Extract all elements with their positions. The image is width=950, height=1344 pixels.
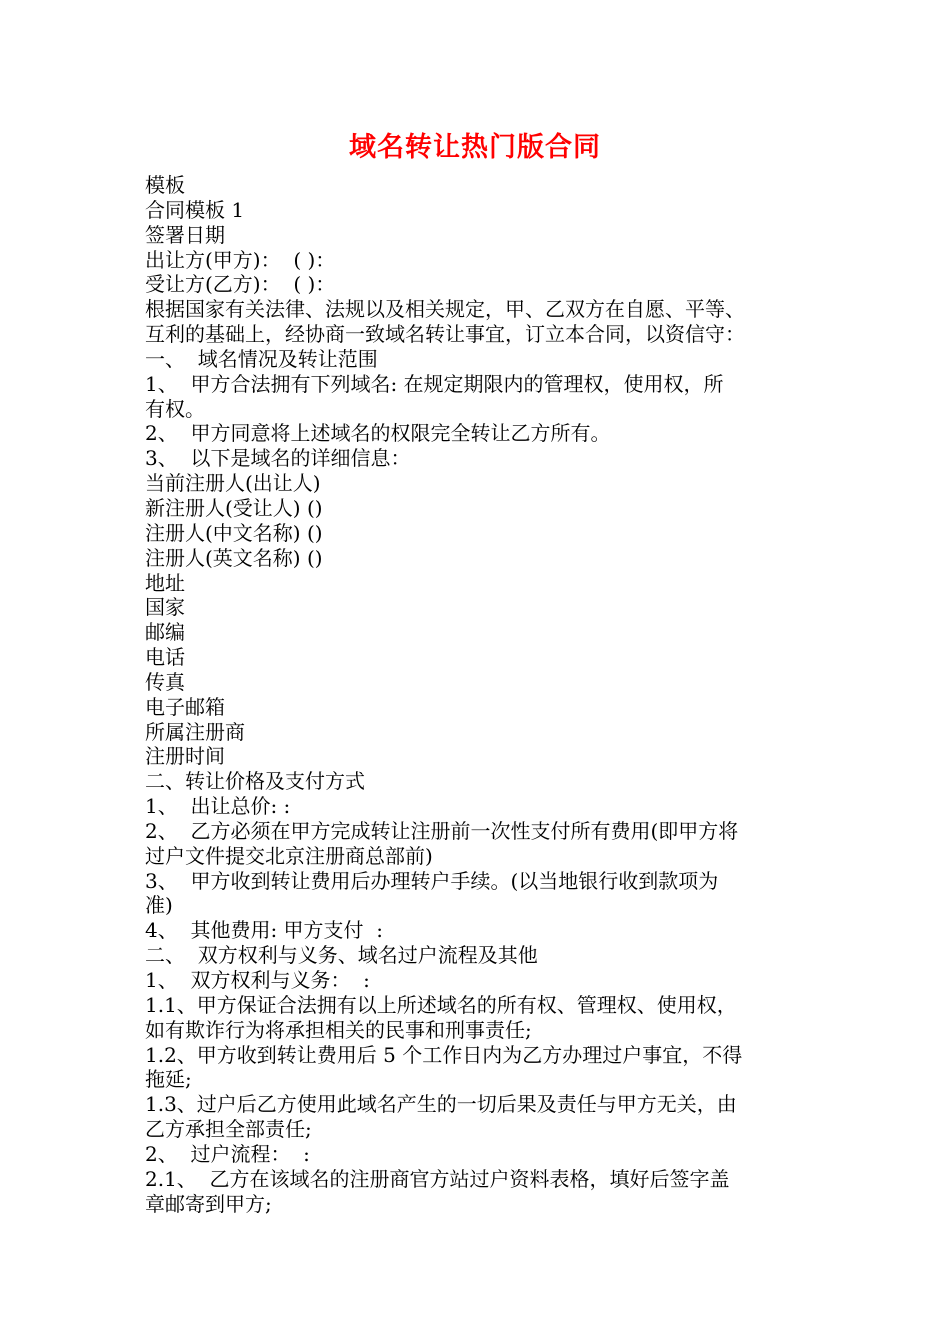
document-line: 根据国家有关法律、法规以及相关规定，甲、乙双方在自愿、平等、 xyxy=(145,297,745,322)
document-line: 有权。 xyxy=(145,396,205,421)
document-line: 签署日期 xyxy=(145,222,225,247)
document-line: 章邮寄到甲方; xyxy=(145,1191,272,1216)
document-line: 注册人(英文名称) () xyxy=(145,545,323,570)
document-line: 乙方承担全部责任; xyxy=(145,1117,312,1142)
document-line: 二、 双方权利与义务、域名过户流程及其他 xyxy=(145,943,538,968)
document-line: 如有欺诈行为将承担相关的民事和刑事责任; xyxy=(145,1017,532,1042)
document-line: 地址 xyxy=(145,570,185,595)
document-line: 1、 双方权利与义务： : xyxy=(145,968,370,992)
document-line: 互利的基础上，经协商一致域名转让事宜，订立本合同，以资信守： xyxy=(145,322,745,347)
document-line: 1.3、过户后乙方使用此域名产生的一切后果及责任与甲方无关，由 xyxy=(145,1092,737,1117)
document-line: 模板 xyxy=(145,173,185,197)
document-body xyxy=(145,173,815,1216)
document-line: 2、 过户流程： : xyxy=(145,1141,310,1166)
document-title: 域名转让热门版合同 xyxy=(349,132,601,163)
document-line: 合同模板 1 xyxy=(145,197,245,222)
document-line: 3、 以下是域名的详细信息： xyxy=(145,446,411,471)
document-line: 4、 其他费用: 甲方支付 : xyxy=(145,918,383,943)
document-line: 二、转让价格及支付方式 xyxy=(145,769,365,794)
document-line: 拖延; xyxy=(145,1067,192,1092)
document-line: 新注册人(受让人) () xyxy=(145,495,323,520)
document-line: 注册时间 xyxy=(145,744,225,769)
document-line: 传真 xyxy=(145,669,185,694)
document-line: 一、 域名情况及转让范围 xyxy=(145,346,378,371)
document-line: 电话 xyxy=(145,645,185,670)
document-line: 2.1、 乙方在该域名的注册商官方站过户资料表格，填好后签字盖 xyxy=(145,1166,730,1191)
document-line: 注册人(中文名称) () xyxy=(145,520,323,545)
document-line: 所属注册商 xyxy=(145,719,245,744)
document-line: 1.2、甲方收到转让费用后 5 个工作日内为乙方办理过户事宜，不得 xyxy=(145,1042,743,1067)
document-line: 国家 xyxy=(145,595,185,620)
document-line: 出让方(甲方)： ( )： xyxy=(145,247,336,272)
document-line: 过户文件提交北京注册商总部前) xyxy=(145,843,433,868)
document-line: 1、 甲方合法拥有下列域名: 在规定期限内的管理权，使用权，所 xyxy=(145,371,724,396)
document-line: 1.1、甲方保证合法拥有以上所述域名的所有权、管理权、使用权， xyxy=(145,992,737,1017)
document-line: 电子邮箱 xyxy=(145,694,225,719)
document-line: 2、 乙方必须在甲方完成转让注册前一次性支付所有费用(即甲方将 xyxy=(145,818,739,843)
document-line: 2、 甲方同意将上述域名的权限完全转让乙方所有。 xyxy=(145,421,611,446)
document-line: 当前注册人(出让人) xyxy=(145,471,321,496)
document-line: 邮编 xyxy=(145,620,185,645)
document-line: 3、 甲方收到转让费用后办理转户手续。(以当地银行收到款项为 xyxy=(145,868,719,893)
document-line: 准) xyxy=(145,893,173,918)
document-line: 1、 出让总价: : xyxy=(145,794,291,819)
document-line: 受让方(乙方)： ( )： xyxy=(145,272,336,297)
